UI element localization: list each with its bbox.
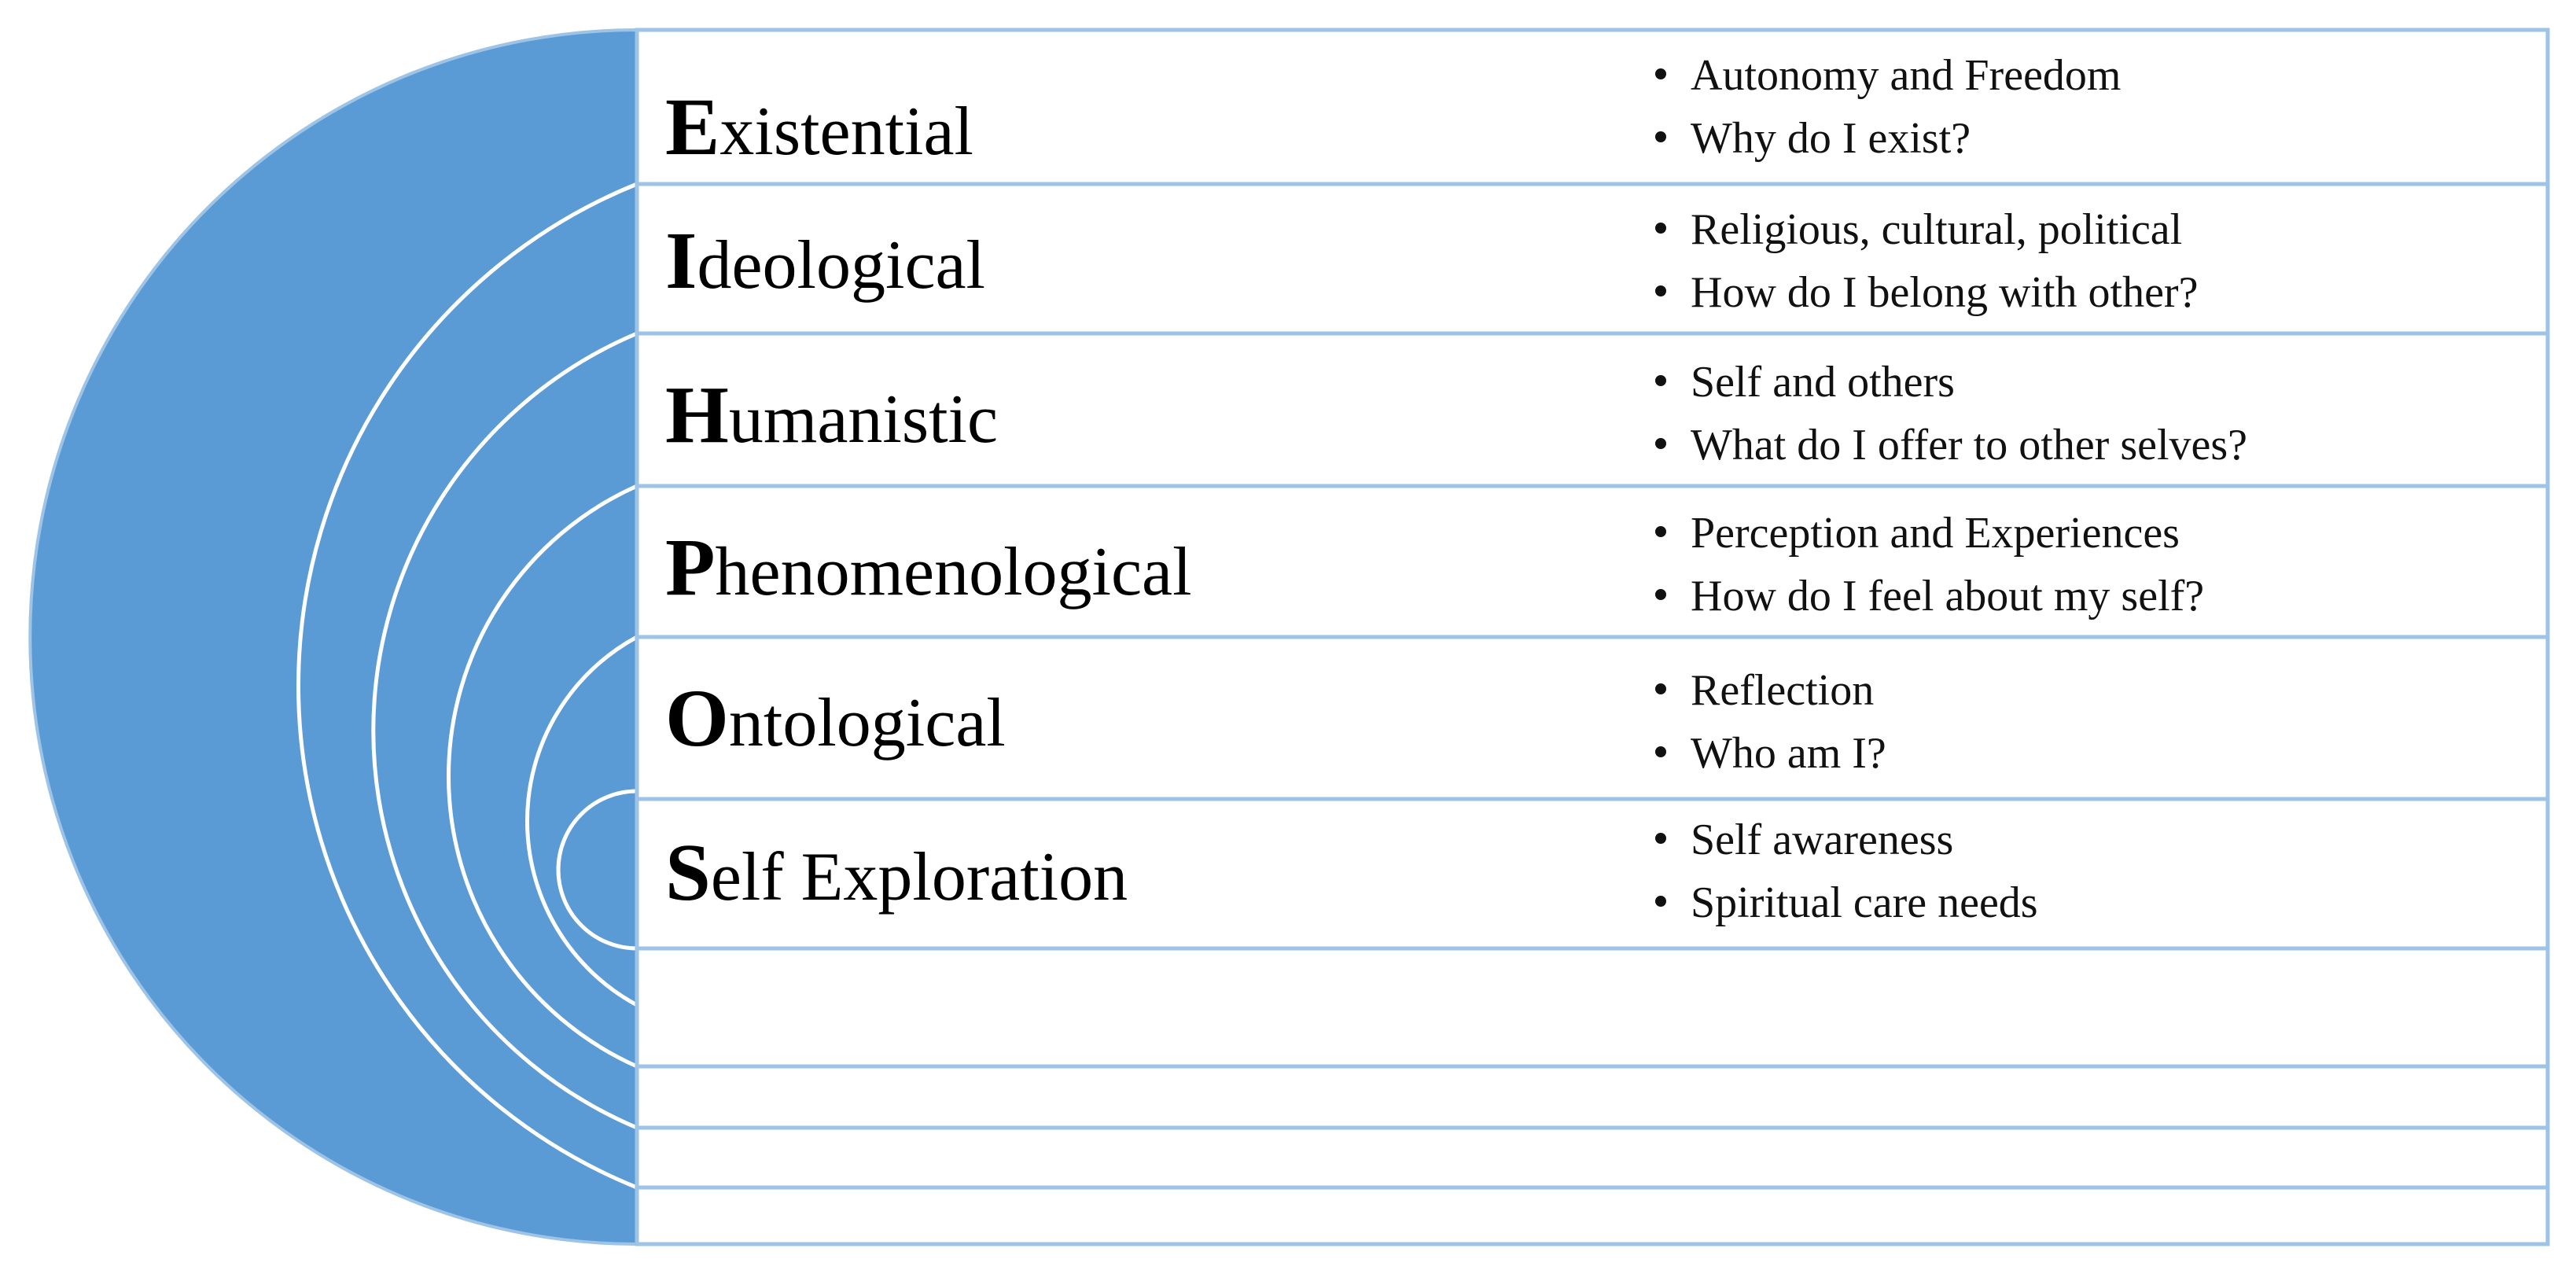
- layer-initial: H: [665, 370, 729, 460]
- bullet-dot: [1655, 833, 1666, 844]
- bullet-dot: [1655, 68, 1666, 79]
- bullet-dot: [1655, 131, 1666, 142]
- layer-title: [665, 673, 1006, 764]
- bullet-item: How do I belong with other?: [1691, 268, 2199, 317]
- layer-rest: henomenological: [715, 534, 1192, 610]
- bullet-dot: [1655, 746, 1666, 757]
- bullet-item: Who am I?: [1691, 729, 1886, 778]
- bullet-item: Why do I exist?: [1691, 114, 1971, 163]
- layer-rest: deological: [697, 227, 986, 304]
- bullet-item: Autonomy and Freedom: [1691, 51, 2122, 100]
- layer-initial: I: [665, 215, 697, 306]
- bullet-item: Spiritual care needs: [1691, 878, 2038, 927]
- outer-semicircle: [30, 30, 637, 1244]
- layer-initial: O: [665, 673, 729, 764]
- layer-rest: elf Exploration: [710, 839, 1128, 915]
- bullet-item: What do I offer to other selves?: [1691, 421, 2248, 469]
- bullet-dot: [1655, 526, 1666, 537]
- bullet-dot: [1655, 589, 1666, 600]
- bullet-item: Religious, cultural, political: [1691, 205, 2183, 254]
- layer-title: [665, 827, 1128, 918]
- bullet-item: Self awareness: [1691, 816, 1954, 864]
- layer-initial: P: [665, 522, 716, 613]
- layer-title: [665, 215, 985, 306]
- layer-title: [665, 370, 998, 460]
- bullet-item: How do I feel about my self?: [1691, 572, 2205, 620]
- bullet-item: Self and others: [1691, 358, 1955, 407]
- bullet-dot: [1655, 223, 1666, 234]
- bullet-dot: [1655, 285, 1666, 296]
- bullet-dot: [1655, 896, 1666, 907]
- bullet-item: Perception and Experiences: [1691, 509, 2180, 558]
- layer-initial: S: [665, 827, 711, 918]
- bullet-dot: [1655, 375, 1666, 386]
- layer-initial: E: [665, 82, 720, 172]
- layer-title: [665, 82, 973, 172]
- layer-rest: umanistic: [728, 381, 999, 458]
- bullet-item: Reflection: [1691, 666, 1875, 715]
- bullet-dot: [1655, 438, 1666, 449]
- bullet-dot: [1655, 683, 1666, 694]
- layer-title: [665, 522, 1192, 613]
- layer-rest: ntological: [728, 685, 1006, 761]
- layer-rest: xistential: [719, 94, 973, 170]
